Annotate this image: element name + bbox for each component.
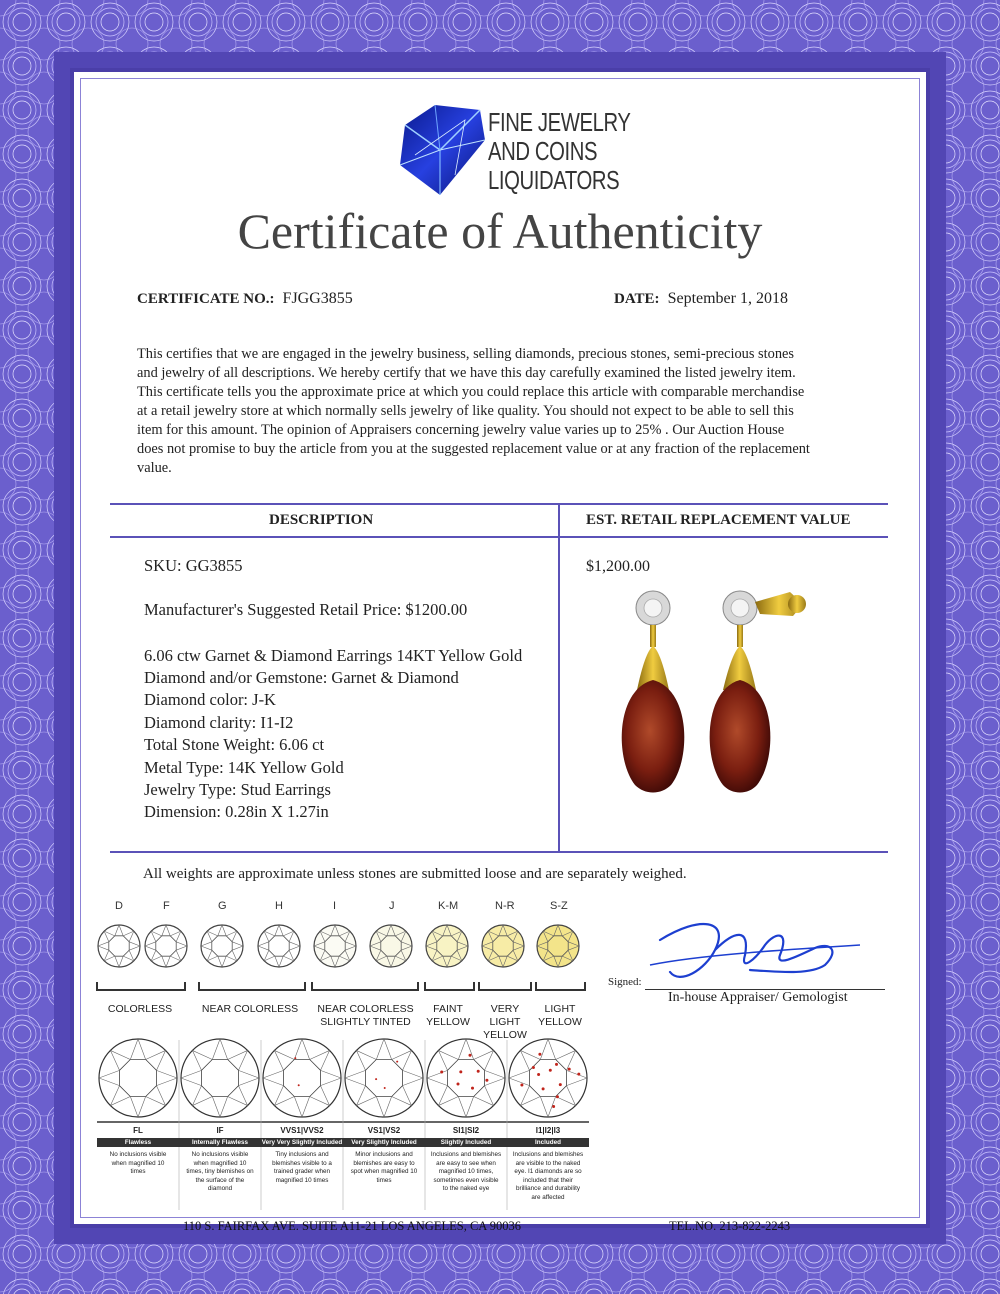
clarity-name: Flawless — [97, 1138, 179, 1147]
inclusion-mark — [485, 1079, 488, 1082]
clarity-diamond — [181, 1039, 259, 1117]
appraiser-signature — [640, 910, 880, 990]
inclusion-mark — [440, 1071, 443, 1074]
clarity-description — [507, 1151, 589, 1202]
clarity-desc-line: included that their — [523, 1176, 573, 1184]
category-line: VERY LIGHT — [489, 1003, 521, 1028]
clarity-name: Included — [507, 1138, 589, 1147]
weight-footnote: All weights are approximate unless stones are submitted loose and are separately weighed. — [143, 866, 687, 882]
color-grade-label: S-Z — [550, 900, 568, 912]
inclusion-mark — [556, 1095, 559, 1098]
footer-address: 110 S. FAIRFAX AVE. SUITE A11-21 LOS ANGELES, CA 90036 — [183, 1219, 521, 1233]
clarity-name: Very Slightly Included — [343, 1138, 425, 1147]
detail-line: Diamond color: J-K — [144, 690, 276, 709]
inclusion-mark — [538, 1053, 541, 1056]
clarity-desc-line: Inclusions and blemishes — [512, 1151, 584, 1158]
clarity-diamond — [345, 1039, 423, 1117]
replacement-value: $1,200.00 — [586, 558, 650, 575]
inclusion-mark — [471, 1087, 474, 1090]
clarity-desc-line: times — [130, 1168, 146, 1175]
inclusion-mark — [552, 1105, 555, 1108]
clarity-name: Very Very Slightly Included — [261, 1139, 343, 1146]
detail-line: 6.06 ctw Garnet & Diamond Earrings 14KT Yellow Gold — [144, 646, 523, 665]
category-line: COLORLESS — [107, 1003, 173, 1015]
detail-line: Total Stone Weight: 6.06 ct — [144, 735, 325, 754]
inclusion-mark — [537, 1073, 540, 1076]
clarity-desc-line: magnified 10 times, — [438, 1168, 494, 1175]
clarity-desc-line: No inclusions visible — [191, 1151, 249, 1158]
signed-label: Signed: — [608, 976, 642, 988]
clarity-description — [343, 1151, 425, 1185]
clarity-desc-line: trained grader when — [273, 1168, 330, 1175]
inclusion-mark — [469, 1054, 472, 1057]
clarity-code: VS1|VS2 — [367, 1126, 401, 1135]
color-grade-label: I — [333, 900, 337, 912]
clarity-name: Slightly Included — [425, 1138, 507, 1147]
category-line: NEAR COLORLESS — [317, 1003, 414, 1015]
category-line: NEAR COLORLESS — [201, 1003, 299, 1015]
category-line: SLIGHTLY TINTED — [320, 1016, 411, 1028]
clarity-desc-line: Minor inclusions and — [355, 1151, 413, 1158]
page-title: Certificate of Authenticity — [237, 203, 763, 259]
inclusion-mark — [477, 1070, 480, 1073]
clarity-diamond — [509, 1039, 587, 1117]
inclusion-mark — [542, 1087, 545, 1090]
description-header: DESCRIPTION — [269, 512, 374, 528]
category-line: FAINT — [433, 1003, 463, 1015]
detail-line: Metal Type: 14K Yellow Gold — [144, 758, 344, 777]
color-grade-label: G — [218, 900, 227, 912]
inclusion-mark — [577, 1073, 580, 1076]
date-value: September 1, 2018 — [667, 290, 788, 307]
detail-line: Diamond clarity: I1-I2 — [144, 713, 294, 732]
clarity-desc-line: times — [376, 1176, 392, 1184]
detail-line: Jewelry Type: Stud Earrings — [144, 780, 331, 799]
appraiser-title: In-house Appraiser/ Gemologist — [668, 990, 848, 1005]
category-line: YELLOW — [426, 1016, 470, 1028]
category-line: YELLOW — [538, 1016, 582, 1028]
clarity-desc-line: brilliance and durability — [515, 1185, 581, 1192]
intro-line: and jewelry of all descriptions. We hereby certify that we have this day carefully examined the listed jewelry item. — [137, 365, 796, 381]
certificate-number-label: CERTIFICATE NO.: — [137, 291, 275, 307]
color-grade-label: H — [275, 900, 283, 912]
inclusion-mark — [532, 1066, 535, 1069]
intro-line: item for this amount. The opinion of Appraisers concerning jewelry value varies up to 25% . Our Auction House — [137, 422, 785, 438]
clarity-desc-line: No inclusions visible — [109, 1151, 167, 1158]
detail-line: Dimension: 0.28in X 1.27in — [144, 802, 329, 821]
inclusion-mark — [559, 1083, 562, 1086]
intro-line: does not promise to buy the article from you at the suggested replacement value or at any fraction of the replacement — [137, 441, 810, 457]
inclusion-mark — [555, 1063, 558, 1066]
color-grade-label: J — [389, 900, 395, 912]
color-grade-label: F — [163, 900, 170, 912]
logo-line-3: LIQUIDATORS — [488, 165, 620, 195]
clarity-desc-line: Tiny inclusions and — [275, 1151, 329, 1158]
clarity-diamond — [427, 1039, 505, 1117]
clarity-desc-line: when magnified 10 — [193, 1159, 247, 1167]
clarity-description — [261, 1151, 343, 1185]
footer-telephone: TEL.NO. 213-822-2243 — [669, 1219, 791, 1233]
clarity-desc-line: magnified 10 times — [275, 1176, 329, 1184]
inclusion-mark — [294, 1057, 296, 1059]
clarity-desc-line: spot when magnified 10 — [350, 1168, 418, 1175]
clarity-diamond — [99, 1039, 177, 1117]
intro-line: at a retail jewelry store at which normally sells jewelry of like quality. You should not expect to be able to sell this — [137, 403, 794, 419]
inclusion-mark — [375, 1078, 377, 1080]
intro-line: This certificate tells you the approximate price at which you could replace this article with comparable merchandise — [137, 384, 805, 400]
clarity-desc-line: diamond — [207, 1185, 233, 1192]
clarity-code: FL — [133, 1126, 143, 1135]
logo-line-2: AND COINS — [488, 136, 598, 166]
color-grade-label: N-R — [495, 900, 515, 912]
clarity-desc-line: times, tiny blemishes on — [186, 1168, 254, 1175]
color-grade-label: K-M — [438, 900, 459, 912]
clarity-code: IF — [216, 1126, 224, 1135]
value-header: EST. RETAIL REPLACEMENT VALUE — [586, 512, 851, 528]
intro-line: value. — [137, 460, 172, 476]
msrp: Manufacturer's Suggested Retail Price: $1200.00 — [144, 600, 468, 619]
clarity-code: I1|I2|I3 — [535, 1126, 561, 1135]
clarity-desc-line: Inclusions and blemishes — [430, 1151, 502, 1158]
intro-line: This certifies that we are engaged in the jewelry business, selling diamonds, precious stones, semi-precious stones — [137, 346, 795, 362]
sku: SKU: GG3855 — [144, 556, 243, 575]
inclusion-mark — [568, 1068, 571, 1071]
clarity-name: Internally Flawless — [179, 1138, 261, 1147]
inclusion-mark — [549, 1069, 552, 1072]
clarity-desc-line: blemishes are easy to — [353, 1159, 415, 1167]
clarity-code: SI1|SI2 — [452, 1126, 480, 1135]
clarity-diamond — [263, 1039, 341, 1117]
category-line: YELLOW — [483, 1029, 527, 1041]
certificate-number-value: FJGG3855 — [282, 290, 353, 307]
clarity-desc-line: are affected — [531, 1193, 565, 1201]
clarity-desc-line: the surface of the — [195, 1176, 245, 1184]
clarity-description — [179, 1151, 261, 1194]
clarity-code: VVS1|VVS2 — [280, 1126, 324, 1135]
inclusion-mark — [520, 1084, 523, 1087]
clarity-desc-line: are visible to the naked — [515, 1159, 581, 1167]
inclusion-mark — [459, 1070, 462, 1073]
clarity-desc-line: are easy to see when — [436, 1159, 496, 1167]
logo-line-1: FINE JEWELRY — [488, 107, 631, 137]
clarity-desc-line: blemishes visible to a — [272, 1159, 332, 1167]
inclusion-mark — [384, 1087, 386, 1089]
clarity-description — [425, 1151, 507, 1194]
inclusion-mark — [457, 1083, 460, 1086]
inclusion-mark — [396, 1061, 398, 1063]
clarity-desc-line: sometimes even visible — [433, 1176, 499, 1184]
detail-line: Diamond and/or Gemstone: Garnet & Diamond — [144, 668, 459, 687]
clarity-description — [97, 1151, 179, 1177]
date-label: DATE: — [614, 291, 660, 307]
color-grade-label: D — [115, 900, 123, 912]
clarity-desc-line: to the naked eye — [442, 1185, 490, 1192]
inclusion-mark — [298, 1084, 300, 1086]
category-line: LIGHT — [544, 1003, 576, 1015]
clarity-desc-line: eye. I1 diamonds are so — [514, 1168, 582, 1175]
clarity-desc-line: when magnified 10 — [111, 1159, 165, 1167]
